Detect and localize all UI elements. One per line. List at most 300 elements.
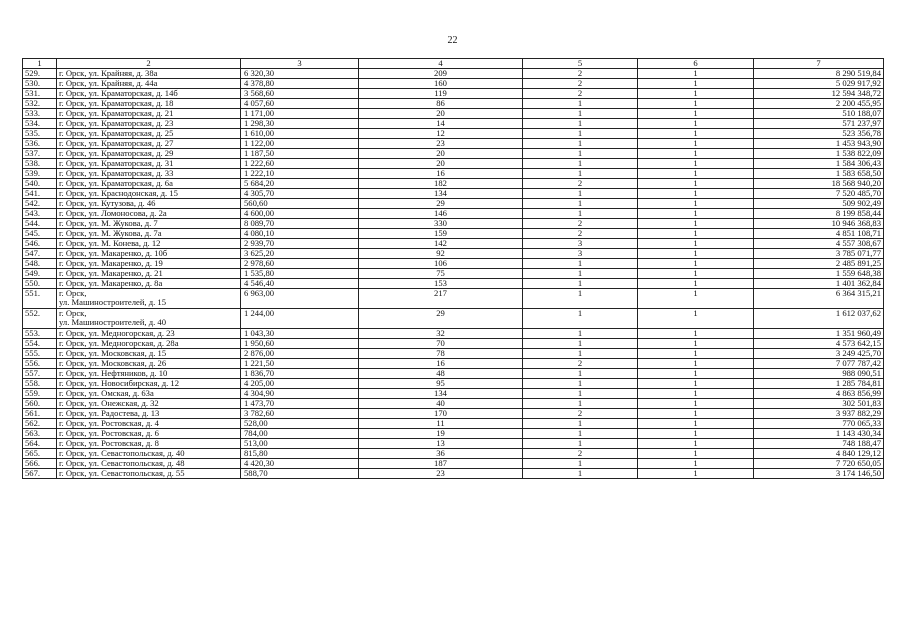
cell-amount: 1 285 784,81 — [754, 379, 884, 389]
cell-amount: 10 946 368,83 — [754, 219, 884, 229]
cell-area: 1 610,00 — [241, 129, 359, 139]
cell-row-number: 564. — [23, 439, 57, 449]
cell-amount: 6 364 315,21 — [754, 289, 884, 309]
cell-col-5: 1 — [523, 459, 638, 469]
cell-area: 1 473,70 — [241, 399, 359, 409]
cell-amount: 1 583 658,50 — [754, 169, 884, 179]
table-row — [23, 279, 884, 289]
cell-area: 513,00 — [241, 439, 359, 449]
table-row — [23, 69, 884, 79]
cell-row-number: 532. — [23, 99, 57, 109]
cell-col-5: 1 — [523, 469, 638, 479]
table-row — [23, 119, 884, 129]
table-row — [23, 79, 884, 89]
cell-col-5: 1 — [523, 149, 638, 159]
cell-amount: 8 199 858,44 — [754, 209, 884, 219]
cell-col-5: 1 — [523, 169, 638, 179]
table-row — [23, 189, 884, 199]
cell-row-number: 530. — [23, 79, 57, 89]
cell-col-6: 1 — [638, 159, 754, 169]
cell-residents: 19 — [359, 429, 523, 439]
table-body — [23, 69, 884, 479]
cell-col-5: 1 — [523, 129, 638, 139]
cell-col-6: 1 — [638, 239, 754, 249]
table-row — [23, 369, 884, 379]
cell-col-6: 1 — [638, 99, 754, 109]
column-header-4: 4 — [359, 59, 523, 69]
cell-amount: 3 174 146,50 — [754, 469, 884, 479]
cell-row-number: 536. — [23, 139, 57, 149]
table-row — [23, 149, 884, 159]
cell-residents: 134 — [359, 189, 523, 199]
cell-residents: 86 — [359, 99, 523, 109]
cell-address: г. Орск, ул. Макаренко, д. 19 — [57, 259, 241, 269]
cell-row-number: 533. — [23, 109, 57, 119]
cell-row-number: 535. — [23, 129, 57, 139]
cell-col-5: 1 — [523, 329, 638, 339]
table-row — [23, 99, 884, 109]
cell-col-6: 1 — [638, 189, 754, 199]
cell-row-number: 537. — [23, 149, 57, 159]
cell-row-number: 555. — [23, 349, 57, 359]
cell-address: г. Орск, ул. Московская, д. 26 — [57, 359, 241, 369]
cell-residents: 29 — [359, 309, 523, 329]
table-row — [23, 139, 884, 149]
column-header-3: 3 — [241, 59, 359, 69]
cell-residents: 11 — [359, 419, 523, 429]
cell-col-6: 1 — [638, 369, 754, 379]
cell-col-6: 1 — [638, 129, 754, 139]
table-row — [23, 159, 884, 169]
cell-col-5: 2 — [523, 229, 638, 239]
cell-col-5: 1 — [523, 139, 638, 149]
cell-row-number: 563. — [23, 429, 57, 439]
cell-amount: 1 351 960,49 — [754, 329, 884, 339]
cell-row-number: 561. — [23, 409, 57, 419]
cell-address: г. Орск, ул. Краматорская, д. 18 — [57, 99, 241, 109]
cell-col-5: 3 — [523, 249, 638, 259]
cell-area: 560,60 — [241, 199, 359, 209]
cell-col-6: 1 — [638, 429, 754, 439]
cell-address: г. Орск, ул. Краматорская, д. 29 — [57, 149, 241, 159]
cell-amount: 12 594 348,72 — [754, 89, 884, 99]
table-row — [23, 179, 884, 189]
cell-amount: 770 065,33 — [754, 419, 884, 429]
cell-amount: 1 612 037,62 — [754, 309, 884, 329]
cell-col-5: 1 — [523, 439, 638, 449]
cell-col-5: 1 — [523, 289, 638, 309]
cell-residents: 146 — [359, 209, 523, 219]
table-row — [23, 389, 884, 399]
cell-amount: 4 573 642,15 — [754, 339, 884, 349]
cell-row-number: 556. — [23, 359, 57, 369]
cell-residents: 40 — [359, 399, 523, 409]
cell-col-5: 1 — [523, 349, 638, 359]
column-header-1: 1 — [23, 59, 57, 69]
cell-row-number: 540. — [23, 179, 57, 189]
cell-area: 2 978,60 — [241, 259, 359, 269]
cell-area: 4 420,30 — [241, 459, 359, 469]
cell-address: г. Орск, ул. М. Жукова, д. 7а — [57, 229, 241, 239]
cell-area: 1 122,00 — [241, 139, 359, 149]
table-row — [23, 219, 884, 229]
cell-row-number: 558. — [23, 379, 57, 389]
cell-amount: 1 453 943,90 — [754, 139, 884, 149]
table-row — [23, 449, 884, 459]
cell-amount: 2 200 455,95 — [754, 99, 884, 109]
cell-address: г. Орск, ул. Севастопольская, д. 55 — [57, 469, 241, 479]
cell-area: 2 939,70 — [241, 239, 359, 249]
table-row — [23, 379, 884, 389]
cell-address: г. Орск, ул. Краматорская, д. 33 — [57, 169, 241, 179]
table-row — [23, 329, 884, 339]
cell-amount: 4 557 308,67 — [754, 239, 884, 249]
cell-amount: 1 584 306,43 — [754, 159, 884, 169]
cell-col-6: 1 — [638, 269, 754, 279]
cell-col-6: 1 — [638, 349, 754, 359]
table-row — [23, 259, 884, 269]
cell-col-5: 1 — [523, 189, 638, 199]
cell-col-5: 1 — [523, 309, 638, 329]
cell-col-5: 1 — [523, 209, 638, 219]
cell-area: 4 378,80 — [241, 79, 359, 89]
cell-col-5: 1 — [523, 99, 638, 109]
cell-col-6: 1 — [638, 259, 754, 269]
cell-col-5: 2 — [523, 359, 638, 369]
cell-col-5: 2 — [523, 89, 638, 99]
cell-address: г. Орск, ул. Ростовская, д. 4 — [57, 419, 241, 429]
table-row — [23, 399, 884, 409]
cell-col-6: 1 — [638, 89, 754, 99]
cell-col-5: 2 — [523, 449, 638, 459]
cell-residents: 106 — [359, 259, 523, 269]
cell-amount: 7 520 485,70 — [754, 189, 884, 199]
cell-col-6: 1 — [638, 209, 754, 219]
cell-residents: 29 — [359, 199, 523, 209]
cell-address: г. Орск, ул. Краматорская, д. 31 — [57, 159, 241, 169]
cell-address: г. Орск, ул. Машиностроителей, д. 15 — [57, 289, 241, 309]
cell-address: г. Орск, ул. Макаренко, д. 10б — [57, 249, 241, 259]
cell-amount: 4 840 129,12 — [754, 449, 884, 459]
cell-col-6: 1 — [638, 199, 754, 209]
page-number: 22 — [447, 35, 458, 46]
cell-residents: 20 — [359, 159, 523, 169]
housing-table — [22, 58, 884, 479]
cell-amount: 5 029 917,92 — [754, 79, 884, 89]
cell-col-5: 2 — [523, 69, 638, 79]
cell-residents: 70 — [359, 339, 523, 349]
cell-area: 4 057,60 — [241, 99, 359, 109]
cell-address: г. Орск, ул. Макаренко, д. 21 — [57, 269, 241, 279]
cell-col-5: 1 — [523, 379, 638, 389]
cell-row-number: 549. — [23, 269, 57, 279]
cell-amount: 748 188,47 — [754, 439, 884, 449]
cell-col-6: 1 — [638, 359, 754, 369]
cell-area: 4 304,90 — [241, 389, 359, 399]
cell-residents: 153 — [359, 279, 523, 289]
cell-col-6: 1 — [638, 229, 754, 239]
table-row — [23, 229, 884, 239]
cell-address: г. Орск, ул. Ростовская, д. 6 — [57, 429, 241, 439]
cell-residents: 48 — [359, 369, 523, 379]
cell-residents: 14 — [359, 119, 523, 129]
cell-col-5: 1 — [523, 369, 638, 379]
cell-row-number: 553. — [23, 329, 57, 339]
cell-address: г. Орск, ул. Нефтяников, д. 10 — [57, 369, 241, 379]
table-row — [23, 469, 884, 479]
cell-col-5: 1 — [523, 109, 638, 119]
cell-row-number: 539. — [23, 169, 57, 179]
cell-residents: 75 — [359, 269, 523, 279]
cell-row-number: 541. — [23, 189, 57, 199]
cell-address: г. Орск, ул. Медногорская, д. 28а — [57, 339, 241, 349]
cell-col-6: 1 — [638, 169, 754, 179]
cell-residents: 13 — [359, 439, 523, 449]
cell-area: 815,80 — [241, 449, 359, 459]
cell-address: г. Орск, ул. Новосибирская, д. 12 — [57, 379, 241, 389]
cell-address: г. Орск, ул. Севастопольская, д. 40 — [57, 449, 241, 459]
cell-residents: 330 — [359, 219, 523, 229]
table-row — [23, 169, 884, 179]
cell-residents: 170 — [359, 409, 523, 419]
cell-address: г. Орск, ул. Московская, д. 15 — [57, 349, 241, 359]
cell-col-6: 1 — [638, 459, 754, 469]
cell-col-5: 1 — [523, 429, 638, 439]
table-header — [23, 59, 884, 69]
cell-col-5: 2 — [523, 219, 638, 229]
cell-amount: 1 559 648,38 — [754, 269, 884, 279]
cell-area: 3 568,60 — [241, 89, 359, 99]
cell-col-6: 1 — [638, 469, 754, 479]
table-row — [23, 289, 884, 309]
cell-row-number: 546. — [23, 239, 57, 249]
cell-row-number: 538. — [23, 159, 57, 169]
table-row — [23, 209, 884, 219]
cell-residents: 92 — [359, 249, 523, 259]
table-row — [23, 409, 884, 419]
cell-col-5: 2 — [523, 79, 638, 89]
cell-col-6: 1 — [638, 309, 754, 329]
cell-area: 5 684,20 — [241, 179, 359, 189]
cell-col-5: 1 — [523, 339, 638, 349]
table-row — [23, 359, 884, 369]
cell-col-5: 1 — [523, 279, 638, 289]
cell-residents: 95 — [359, 379, 523, 389]
table-row — [23, 339, 884, 349]
cell-amount: 3 785 071,77 — [754, 249, 884, 259]
column-header-7: 7 — [754, 59, 884, 69]
table-row — [23, 419, 884, 429]
cell-col-6: 1 — [638, 379, 754, 389]
cell-col-5: 1 — [523, 259, 638, 269]
cell-amount: 7 077 787,42 — [754, 359, 884, 369]
cell-col-5: 1 — [523, 389, 638, 399]
cell-amount: 1 143 430,34 — [754, 429, 884, 439]
cell-row-number: 544. — [23, 219, 57, 229]
cell-address: г. Орск, ул. Омская, д. 63а — [57, 389, 241, 399]
cell-area: 1 244,00 — [241, 309, 359, 329]
cell-row-number: 552. — [23, 309, 57, 329]
table-row — [23, 309, 884, 329]
cell-residents: 32 — [359, 329, 523, 339]
table-row — [23, 239, 884, 249]
cell-residents: 182 — [359, 179, 523, 189]
cell-col-6: 1 — [638, 179, 754, 189]
cell-col-6: 1 — [638, 249, 754, 259]
cell-area: 528,00 — [241, 419, 359, 429]
cell-col-5: 1 — [523, 419, 638, 429]
cell-row-number: 545. — [23, 229, 57, 239]
table-row — [23, 89, 884, 99]
cell-amount: 3 937 882,29 — [754, 409, 884, 419]
cell-area: 1 187,50 — [241, 149, 359, 159]
table-row — [23, 439, 884, 449]
cell-area: 1 221,50 — [241, 359, 359, 369]
cell-address: г. Орск, ул. Краматорская, д. 21 — [57, 109, 241, 119]
cell-address: г. Орск, ул. Медногорская, д. 23 — [57, 329, 241, 339]
cell-address: г. Орск, ул. Краматорская, д. 25 — [57, 129, 241, 139]
cell-residents: 12 — [359, 129, 523, 139]
cell-residents: 78 — [359, 349, 523, 359]
cell-address: г. Орск, ул. Макаренко, д. 8а — [57, 279, 241, 289]
cell-address: г. Орск, ул. Краматорская, д. 14б — [57, 89, 241, 99]
cell-area: 784,00 — [241, 429, 359, 439]
cell-row-number: 565. — [23, 449, 57, 459]
cell-row-number: 550. — [23, 279, 57, 289]
table-row — [23, 429, 884, 439]
cell-area: 1 950,60 — [241, 339, 359, 349]
cell-address: г. Орск, ул. Краматорская, д. 23 — [57, 119, 241, 129]
cell-col-5: 3 — [523, 239, 638, 249]
cell-area: 1 171,00 — [241, 109, 359, 119]
table-row — [23, 459, 884, 469]
cell-amount: 4 851 108,71 — [754, 229, 884, 239]
cell-area: 2 876,00 — [241, 349, 359, 359]
cell-amount: 523 356,78 — [754, 129, 884, 139]
cell-row-number: 534. — [23, 119, 57, 129]
cell-col-6: 1 — [638, 449, 754, 459]
cell-area: 1 298,30 — [241, 119, 359, 129]
column-header-6: 6 — [638, 59, 754, 69]
cell-address: г. Орск, ул. М. Жукова, д. 7 — [57, 219, 241, 229]
cell-address: г. Орск, ул. Радостева, д. 13 — [57, 409, 241, 419]
cell-area: 4 600,00 — [241, 209, 359, 219]
cell-col-6: 1 — [638, 289, 754, 309]
cell-row-number: 551. — [23, 289, 57, 309]
cell-area: 4 546,40 — [241, 279, 359, 289]
cell-row-number: 560. — [23, 399, 57, 409]
cell-col-6: 1 — [638, 119, 754, 129]
cell-area: 6 320,30 — [241, 69, 359, 79]
cell-amount: 4 863 856,99 — [754, 389, 884, 399]
table-row — [23, 249, 884, 259]
table-row — [23, 349, 884, 359]
cell-address: г. Орск, ул. Кутузова, д. 46 — [57, 199, 241, 209]
cell-address: г. Орск, ул. Крайняя, д. 38а — [57, 69, 241, 79]
cell-address: г. Орск, ул. Машиностроителей, д. 40 — [57, 309, 241, 329]
cell-amount: 571 237,97 — [754, 119, 884, 129]
cell-residents: 217 — [359, 289, 523, 309]
cell-residents: 159 — [359, 229, 523, 239]
cell-row-number: 562. — [23, 419, 57, 429]
cell-col-6: 1 — [638, 439, 754, 449]
cell-amount: 8 290 519,84 — [754, 69, 884, 79]
cell-amount: 2 485 891,25 — [754, 259, 884, 269]
cell-address: г. Орск, ул. Онежская, д. 32 — [57, 399, 241, 409]
cell-area: 4 205,00 — [241, 379, 359, 389]
cell-area: 8 089,70 — [241, 219, 359, 229]
cell-residents: 119 — [359, 89, 523, 99]
cell-address: г. Орск, ул. Крайняя, д. 44а — [57, 79, 241, 89]
cell-row-number: 542. — [23, 199, 57, 209]
cell-area: 1 043,30 — [241, 329, 359, 339]
cell-col-6: 1 — [638, 219, 754, 229]
cell-amount: 509 902,49 — [754, 199, 884, 209]
cell-residents: 16 — [359, 359, 523, 369]
cell-area: 3 782,60 — [241, 409, 359, 419]
cell-col-5: 1 — [523, 119, 638, 129]
cell-address: г. Орск, ул. Севастопольская, д. 48 — [57, 459, 241, 469]
table-row — [23, 199, 884, 209]
cell-residents: 20 — [359, 109, 523, 119]
cell-row-number: 554. — [23, 339, 57, 349]
cell-address: г. Орск, ул. Ломоносова, д. 2а — [57, 209, 241, 219]
cell-address: г. Орск, ул. Краматорская, д. 6а — [57, 179, 241, 189]
cell-residents: 160 — [359, 79, 523, 89]
cell-address: г. Орск, ул. Ростовская, д. 8 — [57, 439, 241, 449]
cell-row-number: 559. — [23, 389, 57, 399]
cell-col-6: 1 — [638, 329, 754, 339]
cell-col-5: 2 — [523, 179, 638, 189]
cell-row-number: 548. — [23, 259, 57, 269]
cell-amount: 1 401 362,84 — [754, 279, 884, 289]
cell-col-5: 1 — [523, 399, 638, 409]
cell-amount: 3 249 425,70 — [754, 349, 884, 359]
table-row — [23, 129, 884, 139]
cell-amount: 510 188,07 — [754, 109, 884, 119]
cell-col-6: 1 — [638, 279, 754, 289]
cell-amount: 18 568 940,20 — [754, 179, 884, 189]
cell-address: г. Орск, ул. Краматорская, д. 27 — [57, 139, 241, 149]
cell-row-number: 531. — [23, 89, 57, 99]
cell-address: г. Орск, ул. М. Конева, д. 12 — [57, 239, 241, 249]
cell-row-number: 543. — [23, 209, 57, 219]
cell-col-6: 1 — [638, 389, 754, 399]
cell-amount: 1 538 822,09 — [754, 149, 884, 159]
cell-area: 4 305,70 — [241, 189, 359, 199]
cell-col-6: 1 — [638, 139, 754, 149]
table-row — [23, 109, 884, 119]
cell-area: 1 222,10 — [241, 169, 359, 179]
cell-col-6: 1 — [638, 109, 754, 119]
cell-residents: 36 — [359, 449, 523, 459]
cell-col-6: 1 — [638, 79, 754, 89]
header-row — [23, 59, 884, 69]
cell-residents: 23 — [359, 139, 523, 149]
cell-row-number: 567. — [23, 469, 57, 479]
cell-area: 1 222,60 — [241, 159, 359, 169]
cell-area: 4 080,10 — [241, 229, 359, 239]
cell-residents: 20 — [359, 149, 523, 159]
cell-residents: 16 — [359, 169, 523, 179]
cell-area: 588,70 — [241, 469, 359, 479]
cell-residents: 23 — [359, 469, 523, 479]
cell-area: 1 836,70 — [241, 369, 359, 379]
cell-area: 3 625,20 — [241, 249, 359, 259]
cell-col-6: 1 — [638, 409, 754, 419]
cell-col-6: 1 — [638, 69, 754, 79]
cell-row-number: 566. — [23, 459, 57, 469]
